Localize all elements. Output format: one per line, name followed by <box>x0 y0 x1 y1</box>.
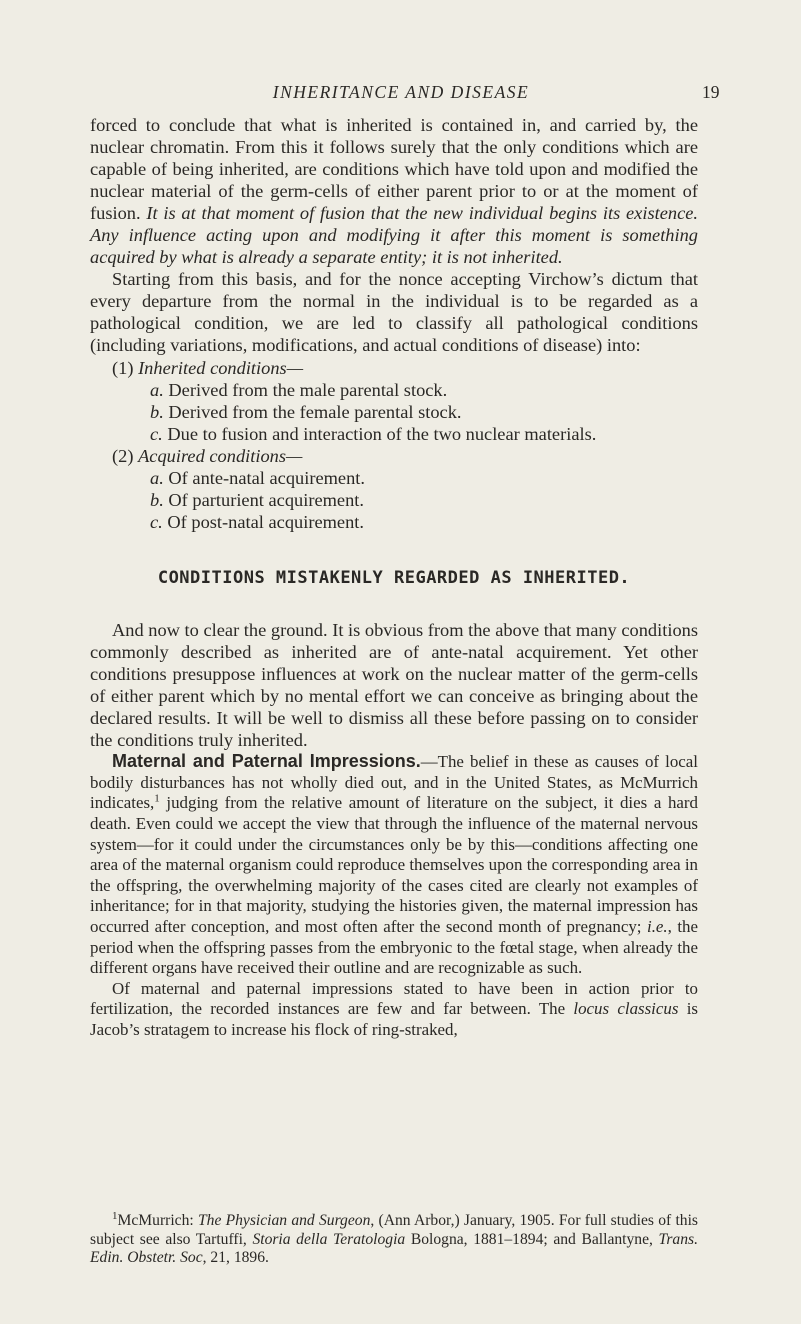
paragraph-5: Of maternal and paternal impressions stated to have been in action prior to fertilization, the recorded instances are few and far between. The locus classicus is Jacob’s stratagem to increase his flock of ring-straked, <box>90 978 698 1039</box>
list-item: a. Of ante-natal acquirement. <box>150 467 365 488</box>
paragraph-2: Starting from this basis, and for the nonce accepting Virchow’s dictum that every departure from the normal in the individual is to be regarded as a pathological condition, we are led to classify all pathological conditions (including variations, modifications, and actual conditions of disease) into: <box>90 269 698 356</box>
page-number: 19 <box>702 82 720 102</box>
paragraph-4: Maternal and Paternal Impressions.—The belief in these as causes of local bodily disturbances has not wholly died out, and in the United States, as McMurrich indicates,$^1$ judging from the relative amount of literature on the subject, it dies a hard death. Even could we accept the view that through the influence of the maternal nervous system—for it could under the circumstances only be by this—conditions affecting one area of the maternal organism could reproduce themselves upon the corresponding area in the offspring, the overwhelming majority of the cases cited are clearly not examples of inheritance; for in that majority, studying the histories given, the maternal impression has occurred after conception, and most often after the second month of pregnancy; i.e., the period when the offspring passes from the embryonic to the fœtal stage, when already the different organs have received their outline and are recognizable as such. <box>90 751 698 978</box>
footnote: $^1$McMurrich: The Physician and Surgeon, (Ann Arbor,) January, 1905. For full studies of this subject see also Tartuffi, Storia della Teratologia Bologna, 1881–1894; and Ballantyne, Trans. Edin. Obstetr. Soc, 21, 1896. <box>90 1209 698 1267</box>
list-item: c. Of post-natal acquirement. <box>150 511 364 532</box>
inherited-conditions-heading: (1) Inherited conditions— <box>112 357 304 378</box>
paragraph-1: forced to conclude that what is inherited is contained in, and carried by, the nuclear chromatin. From this it follows surely that the only conditions which are capable of being inherited, are conditions which have told upon and modified the nuclear material of the germ-cells of either parent prior to or at the moment of fusion. It is at that moment of fusion that the new individual begins its existence. Any influence acting upon and modifying it after this moment is something acquired by what is already a separate entity; it is not inherited. <box>90 115 698 268</box>
list-item: c. Due to fusion and interaction of the two nuclear materials. <box>150 423 597 444</box>
body-text <box>90 114 698 1041</box>
section-heading: CONDITIONS MISTAKENLY REGARDED AS INHERITED. <box>157 567 631 588</box>
acquired-conditions-heading: (2) Acquired conditions— <box>112 445 303 466</box>
running-title: INHERITANCE AND DISEASE <box>272 82 530 102</box>
list-item: b. Derived from the female parental stock. <box>150 401 462 422</box>
paragraph-3: And now to clear the ground. It is obvious from the above that many conditions commonly described as inherited are of ante-natal acquirement. Yet other conditions presuppose influences at work on the nuclear matter of the germ-cells of either parent which by no mental effort we can conceive as bringing about the declared results. It will be well to dismiss all these before passing on to consider the conditions truly inherited. <box>90 619 698 751</box>
list-item: b. Of parturient acquirement. <box>150 489 364 510</box>
list-item: a. Derived from the male parental stock. <box>150 379 448 400</box>
footnote-mark: 1 <box>112 1209 118 1222</box>
runin-heading: Maternal and Paternal Impressions. <box>112 751 421 772</box>
italic-emphasis: It is at that moment of fusion that the new individual begins its existence. Any influence acting upon and modifying it after this moment is something acquired by what is already a separate entity; it is not inherited. <box>90 203 698 268</box>
footnote-reference: 1 <box>154 792 160 805</box>
